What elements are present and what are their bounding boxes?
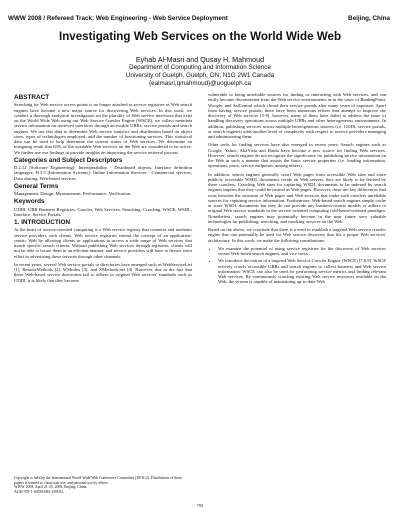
copyright-notice: Copyright is held by the International World Wide Web Conference Committee (IW3C2). Distribution of these papers is limited to classroom use, and personal use by others.	[14, 476, 183, 485]
body-paragraph: vulnerable to being unreliable sources for finding or interacting with Web services, and can easily become disconnected from the Web service environments as in the cases of BindingPoint, Woogle, and SalCentral which closed their service portals after many years of exposure. Apart from having service portals, there have been numerous efforts that attempt to improve the discovery of Web services [5-8], however, many of them have failed to address the issue of handling discovery operations across multiple UBRs and other heterogeneous environments. In addition, publishing services across multiple heterogeneous sources (i.e. UDDI, service portals, or search engines) adds another level of complexity with respect to service providers managing and administering them.	[208, 92, 386, 139]
list-item: • We introduce the notion of a targeted Web Service Crawler Engine (WSCE) [7,8,9]. WSCE actively crawls accessible UBRs and search engines to collect business and Web service information. WSCE can also be used for performing service metrics and finding relevant Web services. By continuously crawling existing Web service resources available on the Web, the system is capable of maintaining up-to-date Web	[218, 258, 386, 284]
author-block	[0, 56, 400, 88]
left-column	[14, 92, 192, 286]
body-paragraph: Other tools for finding services have also emerged in recent years: Search engines such as Google, Yahoo, AltaVista and Baidu have become a new source for finding Web services. However, search engines do not recognize the significance for publishing service information on the Web in such a manner that assists the basic service properties (i.e. binding information, operations, ports, service endpoints, among others).	[208, 142, 386, 169]
introduction-paragraph: In recent years, several Web service portals or directories have emerged such as WebServiceList [1], RemoteMethods [2], WSIndex [3], and XMethods.net [4]. However, due to the fact that these Web-based service directories fail to adhere to original Web services' standards such as UDDI, it is likely that they become	[14, 261, 192, 283]
page-number: 795	[196, 503, 204, 508]
right-column	[208, 92, 386, 288]
introduction-paragraph: At the heart of service-oriented computing is a Web service registry that connects and mediates service providers with clients. Web service registries extend the concept of an application-centric Web by allowing clients or applications to access a wide range of Web services that match specific search criteria. Without publishing Web services through registries, clients will not be able to locate them in an efficient manner, and service providers will have to devote extra effort in advertising these services through other channels.	[14, 227, 192, 259]
abstract-heading: ABSTRACT	[14, 94, 50, 101]
author-department: Department of Computing and Information Science	[129, 64, 271, 71]
author-email: {ealmasri,qmahmoud}@uoguelph.ca	[149, 80, 251, 87]
header-location: Beijing, China	[348, 14, 390, 22]
keywords-heading: Keywords	[14, 198, 45, 206]
running-header	[6, 12, 394, 24]
body-paragraph: Based on the above, we conclude that there is a need to establish a targeted Web service crawler engine that can potentially be used for Web service discovery that fits a proper Web services' architecture. In this work, we make the following contributions:	[208, 227, 386, 243]
introduction-heading: 1. INTRODUCTION	[14, 219, 71, 226]
general-terms-text: Management, Design, Measurement, Performance, Verification.	[14, 191, 132, 196]
header-venue: WWW 2008 / Refereed Track: Web Engineering - Web Service Deployment	[8, 14, 228, 22]
body-paragraph: In addition, search engines generally crawl Web pages from accessible Web sites and since publicly accessible WSDL documents reside on Web servers, they are likely to be fetched by these crawlers. Crawling Web sites for capturing WSDL documents to be indexed by search engines implies that they could be treated as Web pages. However, there are key differences that exist between the structure of Web pages and Web services that make such crawlers unreliable sources for capturing service information. Furthermore, Web-based search engines simply cache or store WSDL documents but they do not provide any business-centric models or adhere to original Web service standards in the service-oriented computing fold-based-oriented paradigm. Nonetheless, search engines may potentially become in the near future very valuable technologies for publishing, searching, and invoking services on the Web.	[208, 171, 386, 224]
author-names: Eyhab Al-Masri and Qusay H. Mahmoud	[135, 55, 265, 64]
general-terms-heading: General Terms	[14, 182, 59, 190]
author-affiliation: University of Guelph, Guelph, ON, N1G 2W1 Canada	[125, 72, 275, 79]
paper-title: Investigating Web Services on the World Wide Web	[58, 30, 342, 43]
conference-info: WWW 2008, April 21-25, 2008, Beijing, China.	[14, 485, 88, 489]
keywords-text: UDDI, UBR Business Registries, Crawler, Web Services, Searching, Crawling, WSCE, WSDL, Interface, Service Portals.	[14, 206, 192, 217]
acm-isbn: ACM 978-1-60558-085-2/08/04.	[14, 489, 64, 494]
categories-heading: Categories and Subject Descriptors	[14, 156, 123, 164]
contribution-list	[208, 246, 386, 285]
categories-text: D.2.12 [Software Engineering]: Interoperability - Distributed objects, Interface definition languages; H.3.5 [Information Systems]: Online Information Services - Commercial services, Data sharing, Web-based services.	[14, 165, 192, 181]
copyright-footnote	[14, 476, 192, 494]
abstract-text: Searching for Web service access points is no longer attached to service registries as Web search engines have become a new major source for discovering Web services. In this work, we conduct a thorough analytical investigation on the plurality of Web service interfaces that exist on the World Wide Web using our Web Service Crawler Engine (WSCE), we collect metadata service information on retrieved interfaces through accessible UBRs, service portals and search engines. We use this data to determine Web service statistics and distribution based on object sizes, types of technologies employed, and the number of functioning services. This statistical data can be used to help determine the current status of Web services. We determine an intriguing result that 63% of the available Web services on the Web are considered to be active. We further use our findings to provide insights on improving the service retrieval process.	[14, 102, 192, 155]
list-item: • We examine the potential of using service registries for the discovery of Web services versus Web-based search engines, and vice versa.	[218, 246, 386, 257]
